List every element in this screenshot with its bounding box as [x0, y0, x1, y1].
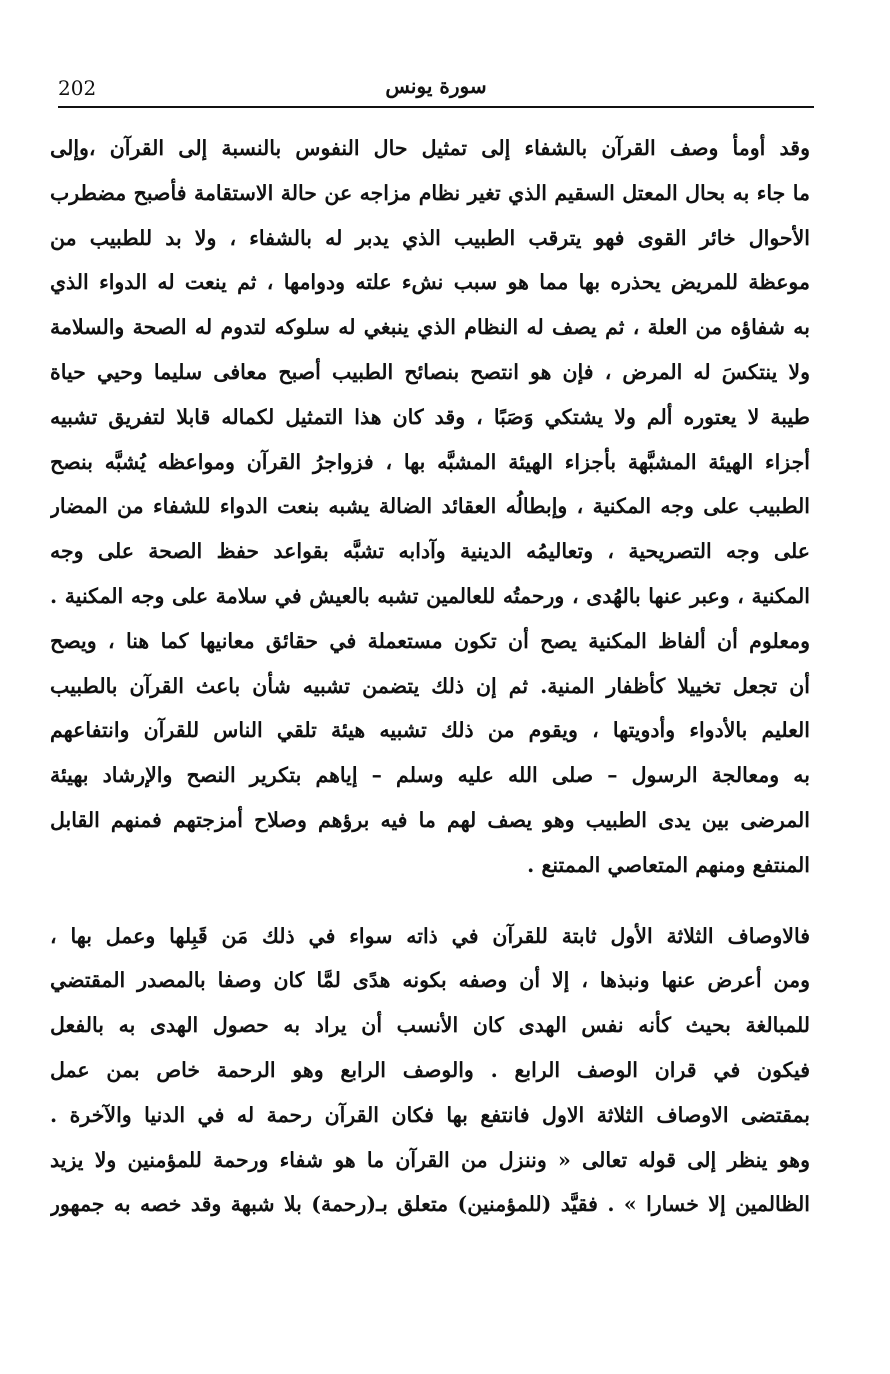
text-line: الأحوال خائر القوى فهو يترقب الطبيب الذي يدبر له بالشفاء ، ولا بد للطبيب من	[50, 225, 810, 250]
page-header	[58, 70, 814, 108]
text-line: أن تجعل تخييلا كأظفار المنية. ثم إن ذلك يتضمن تشبيه شأن باعث القرآن بالطبيب	[50, 673, 810, 698]
paragraph-1	[50, 126, 810, 888]
text-line: ما جاء به بحال المعتل السقيم الذي تغير نظام مزاجه عن حالة الاستقامة فأصبح مضطرب	[50, 180, 810, 205]
text-line: المكنية ، وعبر عنها بالهُدى ، ورحمتُه للعالمين تشبه بالعيش في سلامة على وجه المكنية .	[50, 583, 810, 608]
text-line: فيكون في قران الوصف الرابع . والوصف الرابع وهو الرحمة خاص بمن عمل	[50, 1057, 810, 1082]
text-line: ومعلوم أن ألفاظ المكنية يصح أن تكون مستعملة في حقائق معانيها كما هنا ، ويصح	[50, 628, 810, 653]
text-line: به شفاؤه من العلة ، ثم يصف له النظام الذي ينبغي له سلوكه لتدوم له الصحة والسلامة	[50, 315, 810, 340]
page-number: 202	[58, 76, 97, 100]
text-line: ومن أعرض عنها ونبذها ، إلا أن وصفه بكونه هدًى لمَّا كان وصفا بالمصدر المقتضي	[50, 968, 810, 993]
paragraph-2	[50, 914, 810, 1228]
text-line: بمقتضى الاوصاف الثلاثة الاول فانتفع بها فكان القرآن رحمة له في الدنيا والآخرة .	[50, 1102, 810, 1127]
text-line: الظالمين إلا خسارا » . فقيَّد (للمؤمنين) متعلق بـ(رحمة) بلا شبهة وقد خصه به جمهور	[50, 1192, 810, 1217]
paragraph-gap	[50, 888, 810, 914]
text-line: الطبيب على وجه المكنية ، وإبطالُه العقائد الضالة يشبه بنعت الدواء للشفاء من المضار	[50, 494, 810, 519]
text-line: فالاوصاف الثلاثة الأول ثابتة للقرآن في ذاته سواء في ذلك مَن قَبِلها وعمل بها ،	[50, 923, 810, 948]
text-line: المرضى بين يدى الطبيب وهو يصف لهم ما فيه برؤهم وصلاح أمزجتهم فمنهم القابل	[50, 807, 810, 832]
text-line: وهو ينظر إلى قوله تعالى « وننزل من القرآن ما هو شفاء ورحمة للمؤمنين ولا يزيد	[50, 1147, 810, 1172]
text-line: المنتفع ومنهم المتعاصي الممتنع .	[527, 852, 810, 877]
text-line: موعظة للمريض يحذره بها مما هو سبب نشء علته ودوامها ، ثم ينعت له الدواء الذي	[50, 270, 810, 295]
text-line: العليم بالأدواء وأدويتها ، ويقوم من ذلك تشبيه هيئة تلقي الناس للقرآن وانتفاعهم	[50, 718, 810, 743]
text-line: على وجه التصريحية ، وتعاليمُه الدينية وآدابه تشبَّه بقواعد حفظ الصحة على وجه	[50, 539, 810, 564]
text-line: ولا ينتكسَ له المرض ، فإن هو انتصح بنصائح الطبيب أصبح معافى سليما وحيي حياة	[50, 359, 810, 384]
text-line: وقد أومأ وصف القرآن بالشفاء إلى تمثيل حال النفوس بالنسبة إلى القرآن ،وإلى	[50, 136, 810, 160]
text-line: طيبة لا يعتوره ألم ولا يشتكي وَصَبًا ، وقد كان هذا التمثيل لكماله قابلا لتفريق تشبيه	[50, 404, 810, 429]
surah-title: سورة يونس	[385, 74, 487, 98]
body-text	[50, 126, 810, 1227]
text-line: به ومعالجة الرسول – صلى الله عليه وسلم – إياهم بتكرير النصح والإرشاد بهيئة	[50, 763, 810, 788]
text-line: للمبالغة بحيث كأنه نفس الهدى كان الأنسب أن يراد به حصول الهدى به بالفعل	[50, 1013, 810, 1038]
text-line: أجزاء الهيئة المشبَّهة بأجزاء الهيئة المشبَّه بها ، فزواجرُ القرآن ومواعظه يُشبَّه بنصح	[50, 449, 810, 474]
